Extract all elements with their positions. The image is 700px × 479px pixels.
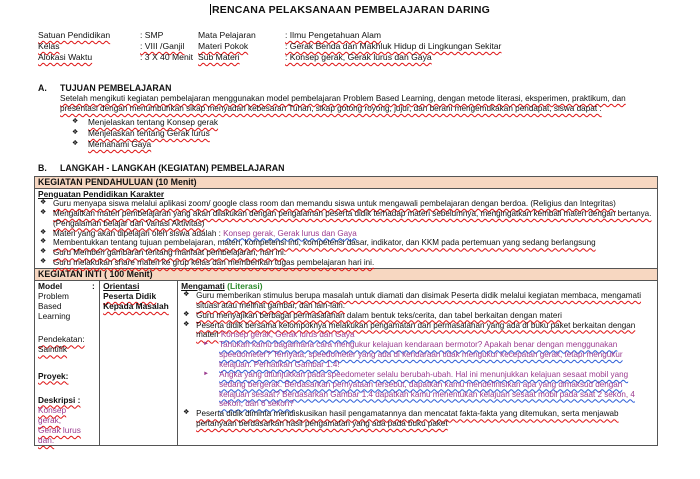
orientasi-text: Peserta Didik Kepada Masalah <box>103 290 169 312</box>
pendahuluan-content <box>35 188 658 268</box>
pendahuluan-item <box>38 229 654 239</box>
objective-item <box>88 139 151 149</box>
pendekatan-label: Pendekatan: <box>38 334 85 345</box>
pendahuluan-item: ❖ Guru melakukan share materi ke grup kelas dan memberikan tugas pembelajaran hari ini. <box>38 258 654 268</box>
character-subheading: Penguatan Pendidikan Karakter <box>38 188 165 199</box>
document-title <box>0 4 700 17</box>
section-b-heading <box>38 163 284 174</box>
model-colon-column <box>88 280 100 445</box>
model-column <box>35 280 88 445</box>
header-label: Kelas <box>38 41 60 51</box>
header-label: Materi Pokok <box>198 41 249 51</box>
header-value: : SMP <box>140 30 164 40</box>
section-title: LANGKAH - LANGKAH (KEGIATAN) PEMBELAJARAN <box>60 163 285 173</box>
pendahuluan-item: ❖ Membentukkan tentang tujuan pembelajaran, materi, kompetensi inti, kompetensi dasar, indikator, dan KKM pada pertemuan yang sedang berlangsung <box>38 238 654 248</box>
header-row <box>38 30 668 41</box>
inti-sub-item: ► Tahukah kamu bagaimana cara mengukur kelajuan kendaraan bermotor? Apakah benar dengan menggunakan speedometer? Ternyata, speedometer yang ada di kendaraan tidak mengukur kecepatan gerak, tetapi mengukur kelajuan. Perhatikan Gambar 1.4! <box>197 340 654 370</box>
activities-table <box>34 176 658 446</box>
mengamati-heading <box>181 281 654 291</box>
pendahuluan-item-text: Materi yang akan dipelajari oleh siswa adalah : <box>53 228 221 238</box>
header-row <box>38 41 668 52</box>
pendahuluan-item: ❖ Mengaitkan materi pembelajaran yang akan dilakukan dengan pengalaman peserta didik terhadap materi sebelumnya, mengingatkan kembali materi dengan bertanya.(Pengalaman belajar dan Variasi Aktivitas) <box>38 209 654 229</box>
document-title-text: RENCANA PELAKSANAAN PEMBELAJARAN DARING <box>211 4 491 16</box>
inti-item-text: Peserta didik bersama kelompoknya melakukan pengamatan dari permasalahan yang ada di buku paket berkaitan dengan materi <box>196 320 636 340</box>
inti-item: ❖ Peserta didik diminta mendiskusikan hasil pengamatannya dan mencatat fakta-fakta yang ditemukan, serta menjawab pertanyaan berdasarkan hasil pengamatan yang ada pada buku paket <box>181 409 654 429</box>
pendahuluan-item: ❖ Guru Memberi gambaran tentang manfaat pembelajaran, hari ini. <box>38 248 654 258</box>
header-value: : Ilmu Pengetahuan Alam <box>285 30 382 40</box>
objectives-paragraph: Setelah mengikuti kegiatan pembelajaran menggunakan model pembelajaran Problem Based Learning, dengan metode literasi, eksperimen, praktikum, dan presentasi dengan menumbuhkan sikap menyadari kebesaran Tuhan, sikap gotong royong, jujur, dan berani mengemukakan pendapat, siswa dapat : <box>60 94 626 113</box>
inti-heading: KEGIATAN INTI ( 100 Menit) <box>35 268 658 280</box>
inti-item <box>181 321 654 341</box>
header-label: Satuan Pendidikan <box>38 30 111 40</box>
objective-item: ❖ Menjelaskan tentang Konsep gerak <box>88 117 218 127</box>
header-row <box>38 52 668 63</box>
materi-topics: Konsep gerak, Gerak lurus dan Gaya <box>223 228 357 238</box>
activity-column <box>178 280 658 445</box>
section-number: B. <box>38 163 47 173</box>
mengamati-title: Mengamati <box>181 280 225 291</box>
pendahuluan-heading-row <box>35 177 658 189</box>
inti-item: ❖ Guru menyajikan berbagai permasalahan dalam bentuk teks/cerita, dan tabel berkaitan dengan materi <box>181 311 654 321</box>
section-a-heading <box>38 83 171 94</box>
text-cursor <box>210 4 211 15</box>
phase-column <box>100 280 178 445</box>
inti-content-row <box>35 280 658 445</box>
header-value: : VIII /Ganjil <box>140 41 185 51</box>
objective-item-text: Memahami Gaya <box>88 139 152 149</box>
section-title: TUJUAN PEMBELAJARAN <box>60 83 172 93</box>
objective-item: ❖ Menjelaskan tentang Gerak lurus <box>88 128 210 138</box>
model-value: Problem Based Learning <box>38 290 71 322</box>
header-value: : 3 X 40 Menit <box>140 52 194 62</box>
model-colon: : <box>91 280 95 291</box>
identity-header <box>38 30 668 63</box>
pendahuluan-heading: KEGIATAN PENDAHULUAN (10 Menit) <box>35 177 658 189</box>
header-label: Alokasi Waktu <box>38 52 93 62</box>
header-value: : Konsep gerak, Gerak lurus dan Gaya <box>285 52 432 62</box>
orientasi-title: Orientasi <box>103 280 140 291</box>
model-label: Model <box>38 280 63 291</box>
section-number: A. <box>38 83 47 93</box>
deskripsi-value: Konsep gerak, Gerak lurus dan. <box>38 404 81 446</box>
header-label: Sub Materi <box>198 52 240 62</box>
inti-item: ❖ Guru memberikan stimulus berupa masalah untuk diamati dan disimak Peserta didik melalui kegiatan membaca, mengamati situasi atau melihat gambar, dan lain-lain. <box>181 291 654 311</box>
materi-topics: Konsep gerak, Gerak lurus dan Gaya <box>220 330 355 340</box>
inti-sub-item: ► Angka yang ditunjukkan pada speedometer selalu berubah-ubah. Hal ini menunjukkan kelajuan sesaat mobil yang sedang bergerak. Berdasarkan pernyataan tersebut, dapatkah kamu mendefinisikan apa yang dimaksud dengan kelajuan sesaat? Berdasarkan Gambar 1.4 dapatkah kamu menentukan kelajuan sesaat mobil pada saat 2 sekon, 4 sekon, dan 6 sekon? <box>197 370 654 409</box>
pendahuluan-item: ❖ Guru menyapa siswa melalui aplikasi zoom/ google class room dan memandu siswa untuk mengawali pembelajaran dengan berdoa. (Religius dan Integritas) <box>38 199 654 209</box>
mengamati-tag: (Literasi) <box>227 280 263 291</box>
inti-heading-row <box>35 268 658 280</box>
pendekatan-value: Saintifik <box>38 344 68 355</box>
pendahuluan-content-row <box>35 188 658 268</box>
header-label: Mata Pelajaran <box>198 30 256 40</box>
proyek-label: Proyek: <box>38 370 69 381</box>
header-value: : Gerak Benda dan Makhluk Hidup di Lingkungan Sekitar <box>285 41 502 51</box>
deskripsi-label: Deskripsi : <box>38 394 81 405</box>
